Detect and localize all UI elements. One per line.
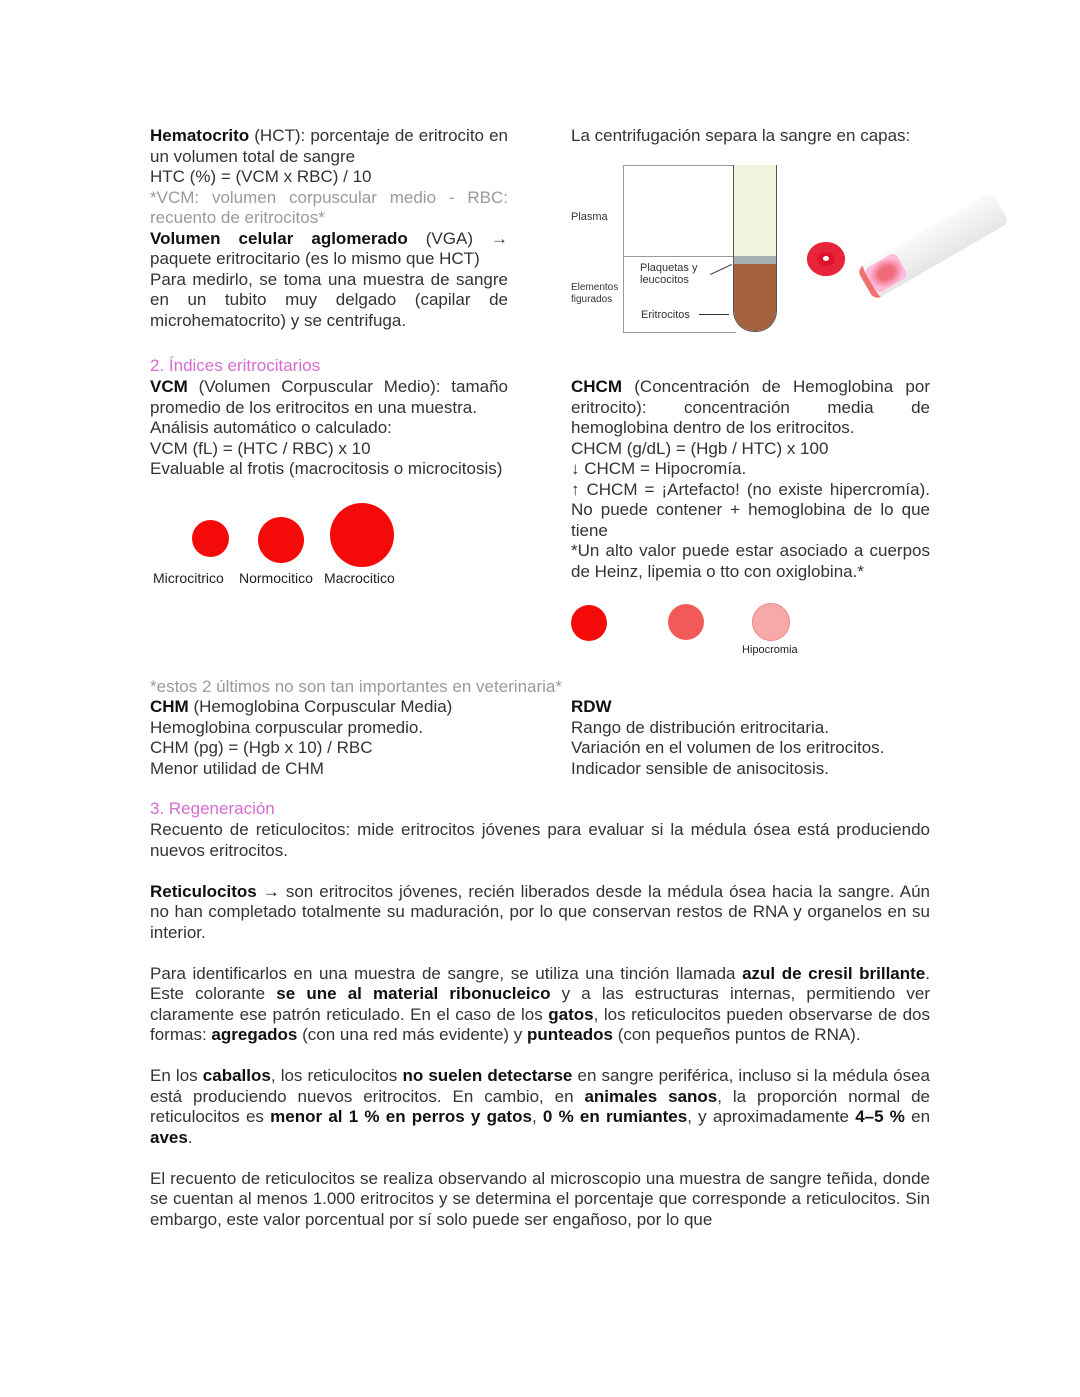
text-span: El recuento de reticulocitos se realiza observando al microscopio una muestra de sangre teñida, donde se cuentan al menos 1.000 eritrocitos y se determina el porcentaje que corresponde a reticulocitos. Sin embargo, este valor porcentual por sí solo puede ser engañoso, por lo que <box>150 1168 930 1229</box>
blank-line <box>150 861 930 882</box>
paragraph <box>150 964 930 1046</box>
paragraph <box>150 697 508 718</box>
paragraph <box>150 1169 930 1231</box>
macrocytic-label: Macrocitico <box>324 570 395 586</box>
paragraph <box>150 167 508 188</box>
text-span: Menor utilidad de CHM <box>150 758 324 778</box>
bold-text: CHCM <box>571 377 622 396</box>
text-span: son eritrocitos jóvenes, recién liberados desde la médula ósea hacia la sangre. Aún no han completado totalmente su maduración, por lo que conservan restos de RNA y organelos en su interior. <box>150 881 930 942</box>
text-span: (Volumen Corpuscular Medio): tamaño promedio de los eritrocitos en una muestra. <box>150 377 508 417</box>
text-span: Recuento de reticulocitos: mide eritrocitos jóvenes para evaluar si la médula ósea está produciendo nuevos eritrocitos. <box>150 820 930 860</box>
chm-section <box>150 697 508 779</box>
bold-text: azul de cresil brillante <box>742 963 926 983</box>
paragraph <box>150 418 508 439</box>
bold-text: animales sanos <box>584 1086 718 1106</box>
text-span: y a las estructuras internas, permitiendo ver claramente ese patrón reticulado. En el caso de los <box>150 984 930 1024</box>
text-span: CHCM (g/dL) = (Hgb / HTC) x 100 <box>571 438 829 458</box>
text-span: (HCT): porcentaje de eritrocito en un volumen total de sangre <box>150 126 508 166</box>
bold-text: 0 % en rumiantes <box>542 1107 688 1126</box>
bold-text: no suelen detectarse <box>402 1066 573 1085</box>
text-span: (VGA) → paquete eritrocitario (es lo mismo que HCT) <box>150 228 508 268</box>
paragraph <box>150 738 508 759</box>
text-span: Para identificarlos en una muestra de sangre, se utiliza una tinción llamada <box>150 963 743 983</box>
text-span: (Hemoglobina Corpuscular Media) <box>188 697 453 716</box>
paragraph <box>150 1066 930 1148</box>
mild-hypochromic-cell <box>668 604 704 640</box>
text-span: en sangre periférica, incluso si la médula ósea está produciendo nuevos eritrocitos. En cambio, en <box>150 1066 930 1106</box>
normocytic-cell <box>258 517 304 563</box>
text-span: (con pequeños puntos de RNA). <box>612 1025 861 1044</box>
bold-text: Volumen celular aglomerado <box>150 228 408 248</box>
platelets-label: Plaquetas y leucocitos <box>640 262 698 286</box>
paragraph <box>571 126 930 147</box>
hematocrito-section <box>150 126 508 331</box>
bold-text: menor al 1 % en perros y gatos <box>270 1107 532 1126</box>
bold-text: RDW <box>571 697 612 716</box>
text-span: Indicador sensible de anisocitosis. <box>571 758 829 778</box>
text-span: , la proporción normal de reticulocitos es <box>150 1086 930 1126</box>
erythrocytes-label: Eritrocitos <box>641 309 690 321</box>
text-span: , y aproximadamente <box>687 1107 856 1126</box>
text-span: En los <box>150 1066 203 1085</box>
paragraph <box>150 820 930 861</box>
bold-text: Hematocrito <box>150 126 250 145</box>
normochromic-cell <box>571 605 607 641</box>
text-span: Para medirlo, se toma una muestra de sangre en un tubito muy delgado (capilar de microhematocrito) y se centrifuga. <box>150 269 508 330</box>
microcytic-label: Microcitrico <box>153 570 224 586</box>
bold-text: Reticulocitos → <box>150 881 280 901</box>
text-span: Evaluable al frotis (macrocitosis o microcitosis) <box>150 459 503 478</box>
rdw-section <box>571 697 930 779</box>
centrifugation-intro <box>571 126 930 147</box>
microcytic-cell <box>192 520 229 557</box>
hypochromia-label: Hipocromia <box>742 644 798 656</box>
text-span: ↑ CHCM = ¡Artefacto! (no existe hipercromía). No puede contener + hemoglobina de lo que tiene <box>571 479 930 540</box>
regeneration-body <box>150 820 930 1230</box>
bold-text: agregados <box>211 1025 298 1044</box>
text-span: . Este colorante <box>150 963 930 1003</box>
heading-regeneracion: 3. Regeneración <box>150 799 275 818</box>
paragraph <box>150 229 508 270</box>
text-span: Análisis automático o calculado: <box>150 418 392 437</box>
paragraph <box>571 377 930 439</box>
text-span: , los reticulocitos <box>270 1066 403 1085</box>
paragraph <box>571 718 930 739</box>
paragraph <box>150 439 508 460</box>
bold-text: CHM <box>150 697 189 716</box>
blank-line <box>150 1148 930 1169</box>
vcm-section <box>150 377 508 480</box>
text-span: Hemoglobina corpuscular promedio. <box>150 717 424 737</box>
paragraph <box>571 480 930 542</box>
paragraph <box>571 759 930 780</box>
text-span: CHM (pg) = (Hgb x 10) / RBC <box>150 738 373 757</box>
text-span: , los reticulocitos pueden observarse de dos formas: <box>150 1004 930 1044</box>
paragraph <box>571 697 930 718</box>
paragraph <box>571 439 930 460</box>
blank-line <box>150 1046 930 1067</box>
text-span: *Un alto valor puede estar asociado a cuerpos de Heinz, lipemia o tto con oxiglobina.* <box>571 541 930 581</box>
paragraph <box>571 459 930 480</box>
paragraph <box>150 270 508 332</box>
text-span: en <box>904 1107 931 1126</box>
paragraph <box>150 459 508 480</box>
microhematocrit-tube-image <box>805 190 995 295</box>
text-span: Variación en el volumen de los eritrocitos. <box>571 738 885 757</box>
text-span: Rango de distribución eritrocitaria. <box>571 717 829 737</box>
text-span: HTC (%) = (VCM x RBC) / 10 <box>150 167 372 186</box>
note-text: *estos 2 últimos no son tan importantes en veterinaria* <box>150 677 563 696</box>
text-span: , <box>531 1107 543 1126</box>
paragraph <box>150 759 508 780</box>
text-span: ↓ CHCM = Hipocromía. <box>571 459 747 478</box>
bold-text: 4–5 % <box>855 1107 905 1126</box>
text-span: . <box>187 1127 193 1147</box>
paragraph <box>150 718 508 739</box>
formed-elements-label: Elementos figurados <box>571 282 619 305</box>
paragraph <box>150 188 508 229</box>
bold-text: gatos <box>548 1004 594 1024</box>
text-span: La centrifugación separa la sangre en capas: <box>571 126 911 145</box>
test-tube <box>733 165 777 332</box>
paragraph <box>571 541 930 582</box>
paragraph <box>150 126 508 167</box>
bold-text: VCM <box>150 377 188 396</box>
bold-text: aves <box>150 1127 188 1147</box>
text-span: (Concentración de Hemoglobina por eritrocito): concentración media de hemoglobina dentro de los eritrocitos. <box>571 377 930 437</box>
bold-text: punteados <box>527 1025 613 1044</box>
text-span: *VCM: volumen corpuscular medio - RBC: recuento de eritrocitos* <box>150 187 508 227</box>
paragraph <box>150 377 508 418</box>
text-span: VCM (fL) = (HTC / RBC) x 10 <box>150 438 371 458</box>
blank-line <box>150 943 930 964</box>
chcm-section <box>571 377 930 582</box>
centrifuge-tube-diagram <box>571 165 781 335</box>
paragraph <box>571 738 930 759</box>
heading-indices: 2. Índices eritrocitarios <box>150 356 321 375</box>
normocytic-label: Normocitico <box>239 570 313 586</box>
hypochromic-cell <box>752 603 790 641</box>
plasma-label: Plasma <box>571 211 608 223</box>
bold-text: se une al material ribonucleico <box>276 984 551 1003</box>
bold-text: caballos <box>202 1066 271 1085</box>
macrocytic-cell <box>330 503 394 567</box>
paragraph <box>150 882 930 944</box>
text-span: (con una red más evidente) y <box>297 1025 528 1044</box>
